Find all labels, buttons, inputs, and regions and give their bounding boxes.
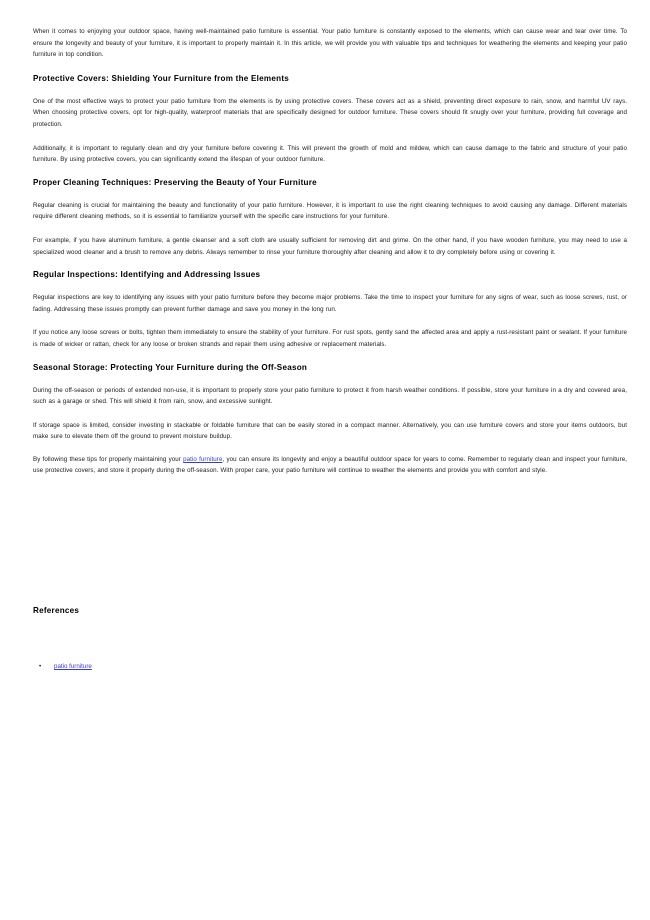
patio-furniture-link[interactable]: patio furniture xyxy=(183,455,223,463)
section-paragraph: If you notice any loose screws or bolts, tighten them immediately to ensure the stability of your furniture. For rust spots, gently sand the affected area and apply a rust-resistant paint or sealant. If your furniture is made of wicker or rattan, check for any loose or broken strands and repair them using adhesive or replacement materials. xyxy=(33,329,627,348)
section-heading-proper-cleaning-techniques: Proper Cleaning Techniques: Preserving the Beauty of Your Furniture xyxy=(33,177,317,187)
bullet-icon: • xyxy=(39,663,42,670)
section-paragraph: Additionally, it is important to regularly clean and dry your furniture before covering it. This will prevent the growth of mold and mildew, which can cause damage to the fabric and structure of your patio furniture. By using protective covers, you can significantly extend the lifespan of your outdoor furniture. xyxy=(33,144,627,164)
section-paragraph: One of the most effective ways to protect your patio furniture from the elements is by using protective covers. These covers act as a shield, preventing direct exposure to rain, snow, and harmful UV rays. When choosing protective covers, opt for high-quality, waterproof materials that are specifically designed for outdoor furniture. These covers should fit snugly over your furniture, providing full coverage and protection. xyxy=(33,97,627,128)
article-body xyxy=(33,26,627,477)
references-section xyxy=(33,605,627,617)
section-heading-regular-inspections: Regular Inspections: Identifying and Addressing Issues xyxy=(33,270,261,280)
section-paragraph: For example, if you have aluminum furniture, a gentle cleanser and a soft cloth are usually sufficient for removing dirt and grime. On the other hand, if you have wooden furniture, you may need to use a specialized wood cleaner and a brush to remove any debris. Always remember to rinse your furniture thoroughly after cleaning and allow it to dry completely before using or covering it. xyxy=(33,236,627,256)
reference-link-patio-furniture[interactable]: patio furniture xyxy=(54,663,92,670)
closing-text-before-link: By following these tips for properly maintaining your xyxy=(33,455,184,463)
references-list-container xyxy=(33,661,627,672)
section-heading-protective-covers: Protective Covers: Shielding Your Furniture from the Elements xyxy=(33,73,290,83)
reference-list xyxy=(33,661,627,672)
section-paragraph: Regular inspections are key to identifying any issues with your patio furniture before they become major problems. Take the time to inspect your furniture for any signs of wear, such as loose screws, rust, or fading. Addressing these issues promptly can prevent further damage and save you money in the long run. xyxy=(33,294,627,313)
closing-text-after-link: , you can ensure its longevity and enjoy a beautiful outdoor space for years to come. Remember to regularly clean and inspect your furniture, use protective covers, and store it properly during the off-season. With proper care, your patio furniture will continue to weather the elements and provide you with comfort and style. xyxy=(33,455,627,475)
list-item xyxy=(33,661,627,672)
section-heading-seasonal-storage: Seasonal Storage: Protecting Your Furniture during the Off-Season xyxy=(33,362,308,372)
references-heading: References xyxy=(33,606,80,615)
section-paragraph: During the off-season or periods of extended non-use, it is important to properly store your patio furniture to protect it from harsh weather conditions. If possible, store your furniture in a dry and covered area, such as a garage or shed. This will shield it from rain, snow, and excessive sunlight. xyxy=(33,386,627,406)
section-paragraph: Regular cleaning is crucial for maintaining the beauty and functionality of your patio furniture. However, it is important to use the right cleaning techniques to avoid causing any damage. Different materials require different cleaning methods, so it is essential to familiarize yourself with the specific care instructions for your furniture. xyxy=(33,201,627,221)
closing-paragraph xyxy=(33,454,627,477)
intro-paragraph: When it comes to enjoying your outdoor space, having well-maintained patio furniture is essential. Your patio furniture is constantly exposed to the elements, which can cause wear and tear over time. To ensure the longevity and beauty of your furniture, it is important to properly maintain it. In this article, we will provide you with valuable tips and techniques for weathering the elements and keeping your patio furniture in top condition. xyxy=(33,28,627,59)
section-paragraph: If storage space is limited, consider investing in stackable or foldable furniture that can be easily stored in a compact manner. Alternatively, you can use furniture covers and store your items outdoors, but make sure to elevate them off the ground to prevent moisture buildup. xyxy=(33,421,627,441)
